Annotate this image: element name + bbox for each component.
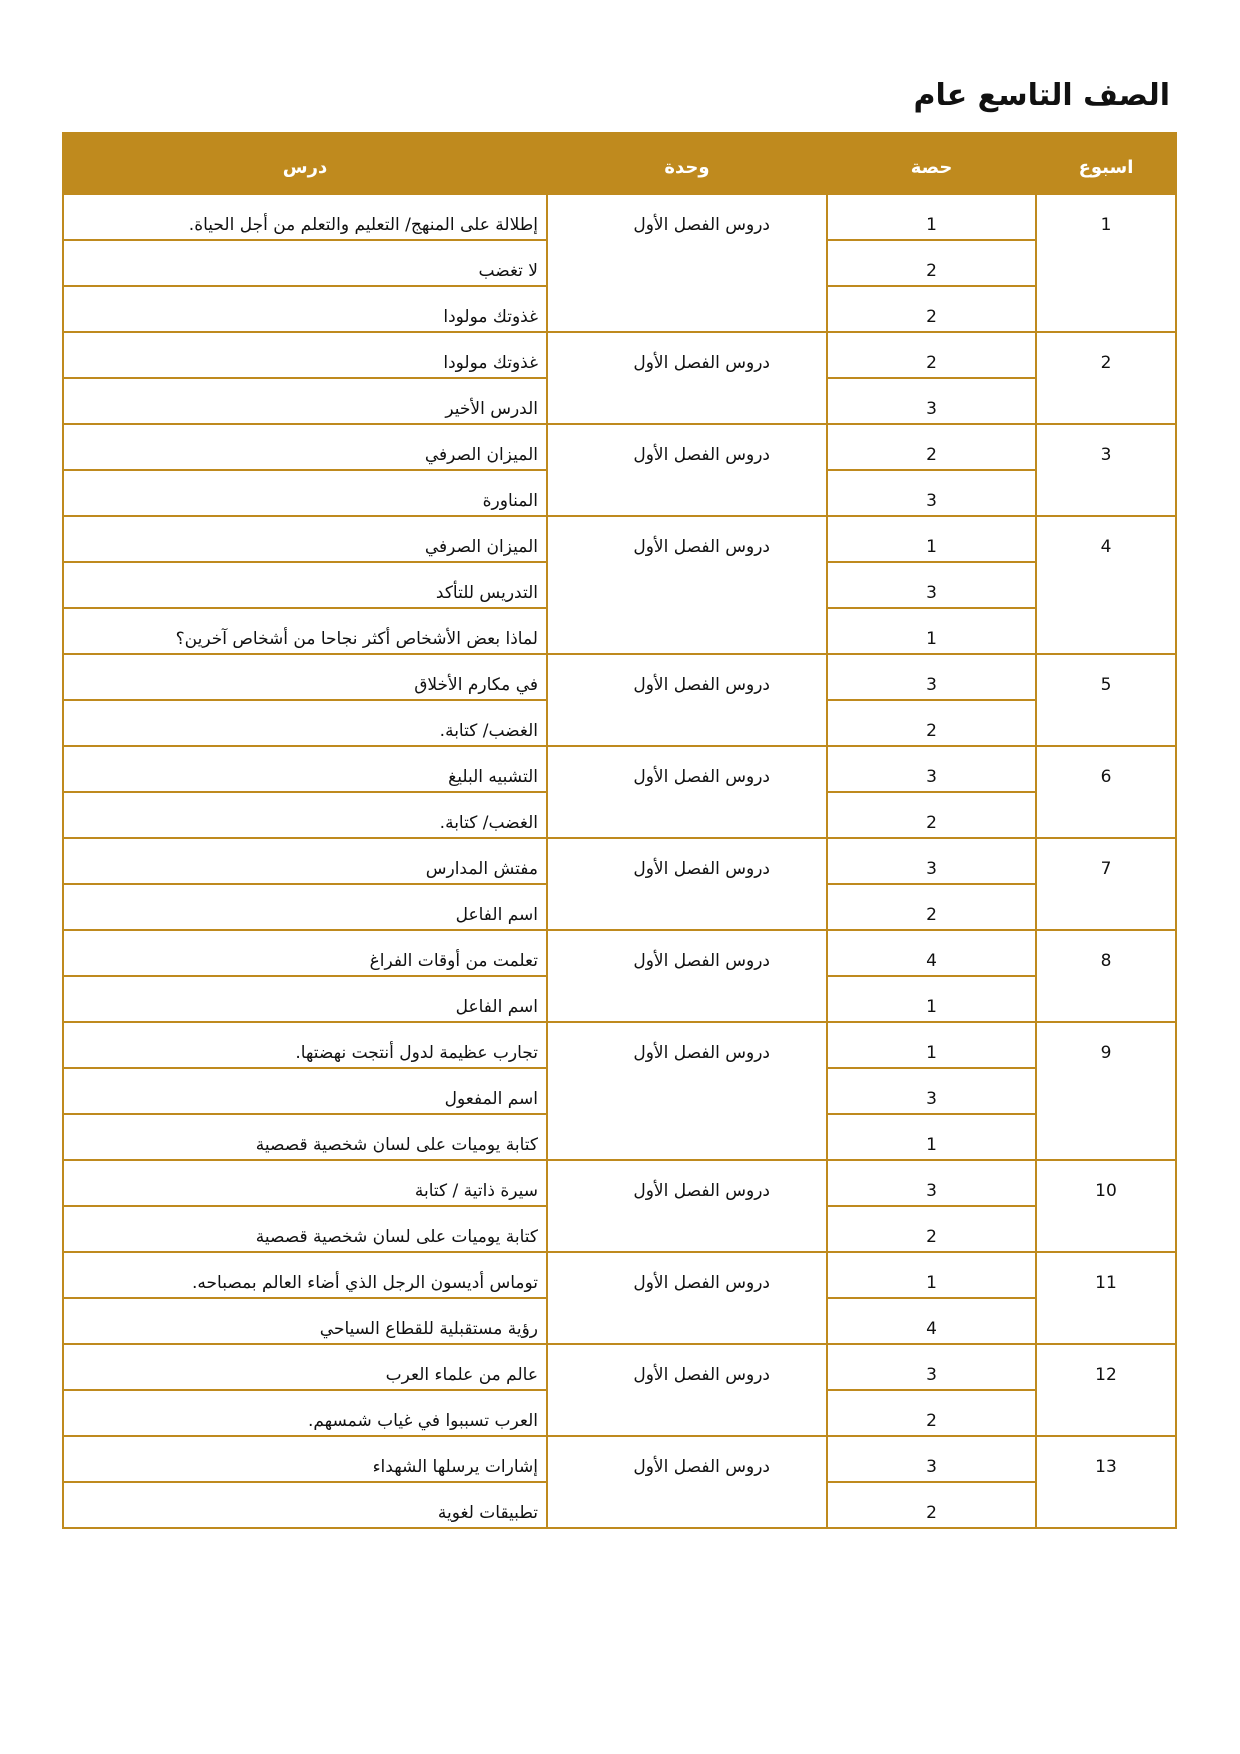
lesson-cell: تجارب عظيمة لدول أنتجت نهضتها.: [63, 1022, 547, 1068]
lesson-cell: سيرة ذاتية / كتابة: [63, 1160, 547, 1206]
table-row: [63, 516, 1176, 562]
week-cell: 8: [1036, 930, 1176, 1022]
week-cell: 1: [1036, 194, 1176, 332]
lesson-cell: الغضب/ كتابة.: [63, 792, 547, 838]
table-row: [63, 1022, 1176, 1068]
week-cell: 7: [1036, 838, 1176, 930]
unit-cell: دروس الفصل الأول: [547, 746, 827, 838]
lesson-cell: توماس أديسون الرجل الذي أضاء العالم بمصباحه.: [63, 1252, 547, 1298]
week-cell: 10: [1036, 1160, 1176, 1252]
lesson-cell: العرب تسببوا في غياب شمسهم.: [63, 1390, 547, 1436]
header-unit: وحدة: [547, 133, 827, 194]
table-row: [63, 746, 1176, 792]
period-cell: 3: [827, 470, 1036, 516]
unit-cell: دروس الفصل الأول: [547, 1022, 827, 1160]
lesson-cell: كتابة يوميات على لسان شخصية قصصية: [63, 1206, 547, 1252]
period-cell: 3: [827, 1160, 1036, 1206]
lesson-cell: الغضب/ كتابة.: [63, 700, 547, 746]
period-cell: 3: [827, 562, 1036, 608]
table-row: [63, 1252, 1176, 1298]
week-cell: 3: [1036, 424, 1176, 516]
lesson-cell: لماذا بعض الأشخاص أكثر نجاحا من أشخاص آخرين؟: [63, 608, 547, 654]
period-cell: 3: [827, 1068, 1036, 1114]
lesson-cell: اسم الفاعل: [63, 884, 547, 930]
lesson-cell: اسم الفاعل: [63, 976, 547, 1022]
unit-cell: دروس الفصل الأول: [547, 654, 827, 746]
period-cell: 2: [827, 424, 1036, 470]
table-row: [63, 654, 1176, 700]
week-cell: 9: [1036, 1022, 1176, 1160]
period-cell: 2: [827, 1390, 1036, 1436]
period-cell: 2: [827, 700, 1036, 746]
period-cell: 2: [827, 1482, 1036, 1528]
period-cell: 1: [827, 608, 1036, 654]
week-cell: 4: [1036, 516, 1176, 654]
lesson-cell: إطلالة على المنهج/ التعليم والتعلم من أجل الحياة.: [63, 194, 547, 240]
lesson-cell: تعلمت من أوقات الفراغ: [63, 930, 547, 976]
week-cell: 13: [1036, 1436, 1176, 1528]
period-cell: 3: [827, 1344, 1036, 1390]
table-row: [63, 332, 1176, 378]
period-cell: 3: [827, 1436, 1036, 1482]
lesson-cell: في مكارم الأخلاق: [63, 654, 547, 700]
lesson-cell: كتابة يوميات على لسان شخصية قصصية: [63, 1114, 547, 1160]
lesson-cell: الدرس الأخير: [63, 378, 547, 424]
period-cell: 3: [827, 654, 1036, 700]
lesson-cell: غذوتك مولودا: [63, 332, 547, 378]
period-cell: 2: [827, 332, 1036, 378]
lesson-cell: عالم من علماء العرب: [63, 1344, 547, 1390]
header-week: اسبوع: [1036, 133, 1176, 194]
unit-cell: دروس الفصل الأول: [547, 332, 827, 424]
period-cell: 4: [827, 1298, 1036, 1344]
lesson-cell: الميزان الصرفي: [63, 516, 547, 562]
header-lesson: درس: [63, 133, 547, 194]
unit-cell: دروس الفصل الأول: [547, 194, 827, 332]
unit-cell: دروس الفصل الأول: [547, 1252, 827, 1344]
week-cell: 5: [1036, 654, 1176, 746]
unit-cell: دروس الفصل الأول: [547, 930, 827, 1022]
week-cell: 11: [1036, 1252, 1176, 1344]
unit-cell: دروس الفصل الأول: [547, 1436, 827, 1528]
header-row: [63, 133, 1176, 194]
unit-cell: دروس الفصل الأول: [547, 424, 827, 516]
unit-cell: دروس الفصل الأول: [547, 1344, 827, 1436]
header-period: حصة: [827, 133, 1036, 194]
schedule-table: [62, 132, 1177, 1529]
period-cell: 3: [827, 378, 1036, 424]
lesson-cell: التشبيه البليغ: [63, 746, 547, 792]
period-cell: 1: [827, 976, 1036, 1022]
period-cell: 3: [827, 838, 1036, 884]
period-cell: 1: [827, 194, 1036, 240]
lesson-cell: تطبيقات لغوية: [63, 1482, 547, 1528]
period-cell: 3: [827, 746, 1036, 792]
table-row: [63, 1344, 1176, 1390]
week-cell: 2: [1036, 332, 1176, 424]
lesson-cell: اسم المفعول: [63, 1068, 547, 1114]
lesson-cell: غذوتك مولودا: [63, 286, 547, 332]
lesson-cell: إشارات يرسلها الشهداء: [63, 1436, 547, 1482]
period-cell: 2: [827, 884, 1036, 930]
period-cell: 1: [827, 1252, 1036, 1298]
period-cell: 2: [827, 1206, 1036, 1252]
week-cell: 12: [1036, 1344, 1176, 1436]
unit-cell: دروس الفصل الأول: [547, 1160, 827, 1252]
period-cell: 4: [827, 930, 1036, 976]
lesson-cell: لا تغضب: [63, 240, 547, 286]
period-cell: 1: [827, 1022, 1036, 1068]
page-title: الصف التاسع عام: [913, 78, 1170, 113]
lesson-cell: رؤية مستقبلية للقطاع السياحي: [63, 1298, 547, 1344]
table-row: [63, 424, 1176, 470]
table-row: [63, 1436, 1176, 1482]
unit-cell: دروس الفصل الأول: [547, 516, 827, 654]
lesson-cell: المناورة: [63, 470, 547, 516]
table-row: [63, 930, 1176, 976]
period-cell: 2: [827, 240, 1036, 286]
period-cell: 1: [827, 516, 1036, 562]
period-cell: 1: [827, 1114, 1036, 1160]
period-cell: 2: [827, 286, 1036, 332]
period-cell: 2: [827, 792, 1036, 838]
table-row: [63, 1160, 1176, 1206]
lesson-cell: الميزان الصرفي: [63, 424, 547, 470]
unit-cell: دروس الفصل الأول: [547, 838, 827, 930]
table-row: [63, 194, 1176, 240]
week-cell: 6: [1036, 746, 1176, 838]
lesson-cell: مفتش المدارس: [63, 838, 547, 884]
table-row: [63, 838, 1176, 884]
lesson-cell: التدريس للتأكد: [63, 562, 547, 608]
